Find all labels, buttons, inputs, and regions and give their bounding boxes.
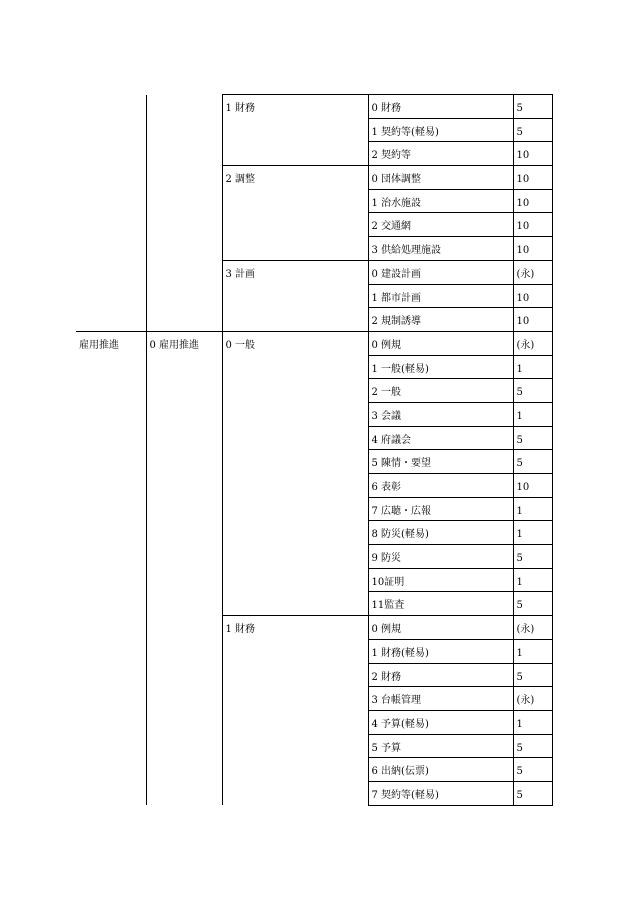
cell-c5: 5 (513, 95, 552, 119)
cell-c2 (146, 545, 222, 569)
cell-c1 (76, 166, 146, 190)
cell-c3 (222, 497, 368, 521)
cell-c3 (222, 308, 368, 332)
cell-c4: 7 広聴・広報 (368, 497, 513, 521)
cell-c1 (76, 237, 146, 261)
cell-c3 (222, 734, 368, 758)
cell-c4: 5 陳情・要望 (368, 450, 513, 474)
cell-c4: 4 府議会 (368, 426, 513, 450)
cell-c4: 0 建設計画 (368, 260, 513, 284)
cell-c5: 5 (513, 758, 552, 782)
cell-c2 (146, 734, 222, 758)
cell-c3: 0 一般 (222, 331, 368, 355)
cell-c5: 5 (513, 781, 552, 805)
cell-c1: 雇用推進 (76, 331, 146, 355)
cell-c2 (146, 95, 222, 119)
cell-c3 (222, 592, 368, 616)
cell-c2 (146, 308, 222, 332)
cell-c2 (146, 284, 222, 308)
cell-c1 (76, 189, 146, 213)
table-row (76, 189, 552, 213)
cell-c1 (76, 521, 146, 545)
cell-c1 (76, 355, 146, 379)
cell-c5: 5 (513, 426, 552, 450)
cell-c4: 4 予算(軽易) (368, 710, 513, 734)
cell-c3: 1 財務 (222, 95, 368, 119)
cell-c4: 1 治水施設 (368, 189, 513, 213)
cell-c2 (146, 166, 222, 190)
cell-c3 (222, 237, 368, 261)
cell-c5: 1 (513, 402, 552, 426)
cell-c1 (76, 663, 146, 687)
retention-schedule-table (76, 94, 553, 806)
cell-c2 (146, 426, 222, 450)
table-row (76, 710, 552, 734)
table-row (76, 592, 552, 616)
table-row (76, 521, 552, 545)
cell-c2 (146, 474, 222, 498)
cell-c3 (222, 450, 368, 474)
cell-c4: 5 予算 (368, 734, 513, 758)
cell-c4: 2 交通網 (368, 213, 513, 237)
cell-c3 (222, 639, 368, 663)
cell-c1 (76, 545, 146, 569)
cell-c4: 0 例規 (368, 331, 513, 355)
cell-c5: 10 (513, 284, 552, 308)
cell-c3 (222, 545, 368, 569)
cell-c2 (146, 710, 222, 734)
cell-c2 (146, 616, 222, 640)
cell-c3 (222, 426, 368, 450)
cell-c4: 8 防災(軽易) (368, 521, 513, 545)
cell-c3: 1 財務 (222, 616, 368, 640)
cell-c1 (76, 781, 146, 805)
table-row (76, 284, 552, 308)
table-row (76, 213, 552, 237)
cell-c5: (永) (513, 331, 552, 355)
cell-c2 (146, 663, 222, 687)
cell-c1 (76, 687, 146, 711)
table-row (76, 568, 552, 592)
cell-c4: 7 契約等(軽易) (368, 781, 513, 805)
cell-c4: 3 供給処理施設 (368, 237, 513, 261)
cell-c3 (222, 402, 368, 426)
cell-c2 (146, 379, 222, 403)
cell-c5: 10 (513, 474, 552, 498)
table-row (76, 663, 552, 687)
cell-c4: 6 出納(伝票) (368, 758, 513, 782)
cell-c5: 1 (513, 568, 552, 592)
cell-c3 (222, 189, 368, 213)
cell-c3 (222, 142, 368, 166)
cell-c1 (76, 497, 146, 521)
cell-c3: 3 計画 (222, 260, 368, 284)
cell-c1 (76, 142, 146, 166)
cell-c2 (146, 450, 222, 474)
cell-c3 (222, 710, 368, 734)
cell-c5: 5 (513, 592, 552, 616)
table-row (76, 426, 552, 450)
cell-c3 (222, 213, 368, 237)
cell-c1 (76, 308, 146, 332)
cell-c5: (永) (513, 260, 552, 284)
cell-c3 (222, 379, 368, 403)
table-row (76, 237, 552, 261)
cell-c1 (76, 402, 146, 426)
cell-c3 (222, 687, 368, 711)
cell-c5: 1 (513, 355, 552, 379)
cell-c5: 5 (513, 545, 552, 569)
cell-c3 (222, 521, 368, 545)
table-row (76, 497, 552, 521)
table-row (76, 639, 552, 663)
cell-c1 (76, 426, 146, 450)
cell-c1 (76, 95, 146, 119)
cell-c4: 6 表彰 (368, 474, 513, 498)
table-row (76, 402, 552, 426)
cell-c3 (222, 781, 368, 805)
cell-c5: 1 (513, 497, 552, 521)
table-row (76, 379, 552, 403)
cell-c5: 10 (513, 308, 552, 332)
cell-c2 (146, 260, 222, 284)
cell-c1 (76, 639, 146, 663)
cell-c2 (146, 189, 222, 213)
cell-c5: 5 (513, 118, 552, 142)
cell-c2 (146, 355, 222, 379)
table-row (76, 687, 552, 711)
cell-c5: 5 (513, 734, 552, 758)
cell-c4: 3 会議 (368, 402, 513, 426)
table-body (76, 95, 552, 806)
cell-c4: 0 団体調整 (368, 166, 513, 190)
cell-c2 (146, 592, 222, 616)
cell-c5: 10 (513, 237, 552, 261)
cell-c3 (222, 758, 368, 782)
cell-c1 (76, 213, 146, 237)
table-row (76, 355, 552, 379)
cell-c1 (76, 734, 146, 758)
cell-c4: 2 財務 (368, 663, 513, 687)
cell-c3 (222, 568, 368, 592)
cell-c1 (76, 474, 146, 498)
cell-c2 (146, 497, 222, 521)
cell-c2 (146, 213, 222, 237)
table-row (76, 260, 552, 284)
cell-c4: 2 契約等 (368, 142, 513, 166)
cell-c1 (76, 710, 146, 734)
table-row (76, 545, 552, 569)
cell-c5: 1 (513, 639, 552, 663)
cell-c4: 1 都市計画 (368, 284, 513, 308)
cell-c3 (222, 118, 368, 142)
cell-c5: (永) (513, 616, 552, 640)
cell-c3 (222, 284, 368, 308)
table-row (76, 758, 552, 782)
cell-c5: 5 (513, 663, 552, 687)
cell-c5: 10 (513, 213, 552, 237)
cell-c3 (222, 663, 368, 687)
table-row (76, 118, 552, 142)
cell-c4: 11監査 (368, 592, 513, 616)
cell-c1 (76, 450, 146, 474)
cell-c2 (146, 142, 222, 166)
cell-c3 (222, 474, 368, 498)
cell-c5: 1 (513, 521, 552, 545)
cell-c4: 0 財務 (368, 95, 513, 119)
cell-c1 (76, 758, 146, 782)
cell-c5: 10 (513, 142, 552, 166)
cell-c2 (146, 402, 222, 426)
cell-c4: 1 財務(軽易) (368, 639, 513, 663)
table-row (76, 142, 552, 166)
cell-c1 (76, 260, 146, 284)
cell-c1 (76, 379, 146, 403)
cell-c4: 2 一般 (368, 379, 513, 403)
cell-c2 (146, 639, 222, 663)
cell-c2: 0 雇用推進 (146, 331, 222, 355)
table-row (76, 450, 552, 474)
cell-c2 (146, 568, 222, 592)
cell-c1 (76, 284, 146, 308)
table-row (76, 95, 552, 119)
cell-c5: 10 (513, 166, 552, 190)
cell-c5: 10 (513, 189, 552, 213)
cell-c4: 9 防災 (368, 545, 513, 569)
cell-c4: 2 規制誘導 (368, 308, 513, 332)
cell-c5: (永) (513, 687, 552, 711)
cell-c4: 10証明 (368, 568, 513, 592)
cell-c5: 1 (513, 710, 552, 734)
cell-c1 (76, 592, 146, 616)
cell-c3 (222, 355, 368, 379)
cell-c2 (146, 781, 222, 805)
cell-c4: 0 例規 (368, 616, 513, 640)
table-row (76, 781, 552, 805)
cell-c4: 1 契約等(軽易) (368, 118, 513, 142)
cell-c1 (76, 616, 146, 640)
cell-c2 (146, 118, 222, 142)
cell-c5: 5 (513, 379, 552, 403)
table-row (76, 474, 552, 498)
cell-c2 (146, 237, 222, 261)
table-row (76, 308, 552, 332)
cell-c4: 3 台帳管理 (368, 687, 513, 711)
table-row (76, 734, 552, 758)
cell-c4: 1 一般(軽易) (368, 355, 513, 379)
cell-c1 (76, 568, 146, 592)
cell-c3: 2 調整 (222, 166, 368, 190)
cell-c2 (146, 521, 222, 545)
table-row (76, 331, 552, 355)
table-row (76, 166, 552, 190)
cell-c1 (76, 118, 146, 142)
cell-c2 (146, 758, 222, 782)
cell-c2 (146, 687, 222, 711)
table-row (76, 616, 552, 640)
cell-c5: 5 (513, 450, 552, 474)
